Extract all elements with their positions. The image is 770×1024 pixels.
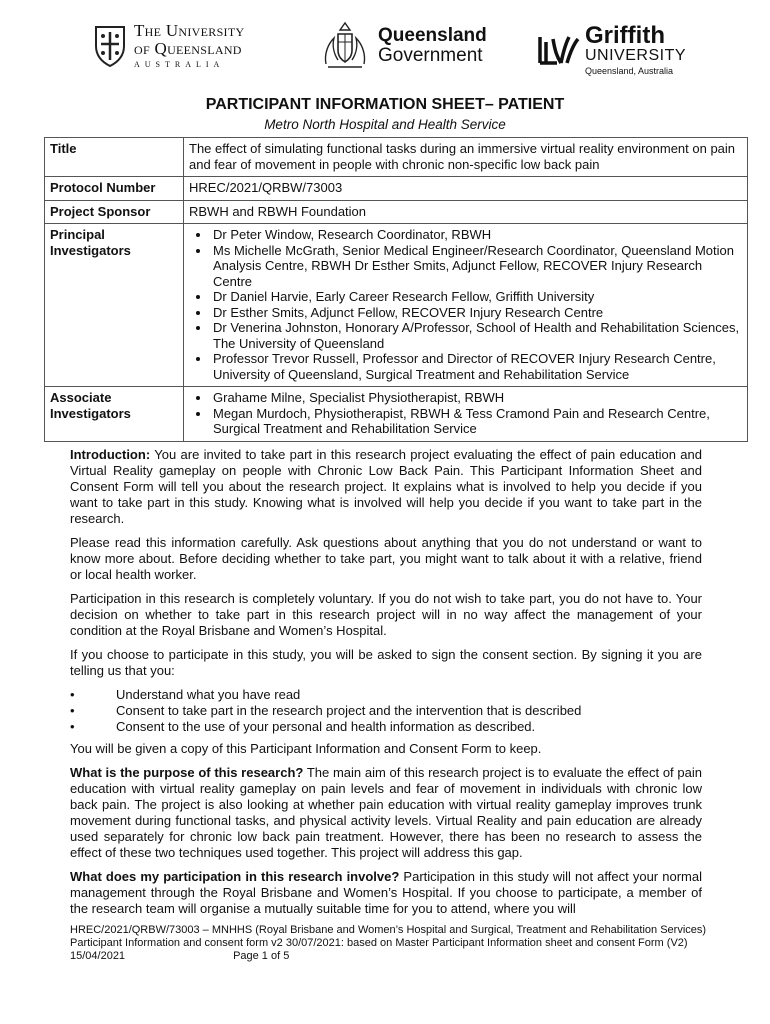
pi-list-cell — [184, 224, 748, 387]
list-item: • Grahame Milne, Specialist Physiotherapist, RBWH — [211, 390, 742, 406]
uq-line3: AUSTRALIA — [134, 59, 225, 69]
uq-line1: The University — [134, 21, 245, 40]
intro-heading: Introduction: — [70, 447, 151, 462]
pi-label-line1: Principal — [50, 227, 105, 242]
griffith-line3: Queensland, Australia — [585, 66, 674, 76]
purpose-paragraph — [70, 765, 702, 861]
paragraph: You will be given a copy of this Participant Information and Consent Form to keep. — [70, 741, 542, 756]
involve-text: Participation in this study will not affect your normal management through the Royal Brisbane and Women’s Hospital. If you choose to participate, a member of the research team will organise a mutually suitable time for you to attend, where you will — [70, 869, 702, 916]
griffith-line1: Griffith — [585, 22, 665, 49]
consent-bullets — [70, 687, 702, 735]
uq-line2: of Queensland — [134, 38, 242, 58]
pi-list — [189, 227, 742, 382]
table-row — [45, 200, 748, 224]
list-item: • Dr Venerina Johnston, Honorary A/Professor, School of Health and Rehabilitation Sciences, The University of Queensland — [211, 320, 742, 351]
protocol-value: HREC/2021/QRBW/73003 — [184, 177, 748, 201]
ai-list-cell — [184, 387, 748, 442]
list-item: • Megan Murdoch, Physiotherapist, RBWH & Tess Cramond Pain and Research Centre, Surgical Treatment and Rehabilitation Service — [211, 406, 742, 437]
involve-paragraph — [70, 869, 702, 917]
involve-heading: What does my participation in this research involve? — [70, 869, 400, 884]
list-item: • Dr Daniel Harvie, Early Career Research Fellow, Griffith University — [211, 289, 742, 305]
list-item: • Dr Esther Smits, Adjunct Fellow, RECOVER Injury Research Centre — [211, 305, 742, 321]
pi-label — [45, 224, 184, 387]
title-value: The effect of simulating functional tasks during an immersive virtual reality environment on pain and fear of movement in people with chronic non-specific low back pain — [184, 138, 748, 177]
sponsor-value: RBWH and RBWH Foundation — [184, 200, 748, 224]
page-number: Page 1 of 5 — [233, 950, 290, 962]
ai-list — [189, 390, 742, 437]
list-item: • Professor Trevor Russell, Professor and Director of RECOVER Injury Research Centre, University of Queensland, Surgical Treatment and Rehabilitation Service — [211, 351, 742, 382]
uq-crest-icon — [92, 24, 128, 68]
list-item: • Consent to the use of your personal and health information as described. — [70, 719, 702, 735]
table-row — [45, 224, 748, 387]
pi-label-line2: Investigators — [50, 242, 131, 258]
page-title: PARTICIPANT INFORMATION SHEET– PATIENT — [205, 96, 565, 113]
page-footer — [70, 924, 710, 963]
logo-bar — [0, 18, 770, 80]
document-body — [70, 447, 702, 925]
intro-text: You are invited to take part in this research project evaluating the effect of pain education and Virtual Reality gameplay on people with Chronic Low Back Pain. This Participant Information Sheet and Consent Form will tell you about the research project. It explains what is involved to help you decide if you want to take part in this study. Knowing what is involved will help you decide if you want to take part in the research. — [70, 447, 702, 526]
griffith-logo — [537, 24, 686, 76]
qg-line2: Government — [378, 45, 483, 66]
qg-line1: Queensland — [378, 25, 487, 47]
purpose-text: The main aim of this research project is to evaluate the effect of pain education with virtual reality gameplay on pain levels and fear of movement in individuals with chronic low back pain. The project is also looking at whether pain education with virtual reality gameplay improves trunk movement during functional tasks, and physical activity levels. Virtual Reality and pain education are already used separately for chronic low back pain treatment. However, there has been no research to assess the effect of these two techniques used together. This project will address this gap. — [70, 765, 702, 860]
paragraph: If you choose to participate in this study, you will be asked to sign the consent section. By signing it you are telling us that you: — [70, 647, 702, 678]
list-item: • Understand what you have read — [70, 687, 702, 703]
ai-label-line2: Investigators — [50, 405, 131, 421]
paragraph: Participation in this research is completely voluntary. If you do not wish to take part, you do not have to. Your decision on whether to take part in this research project will in no way affect the management of your condition at the Royal Brisbane and Women’s Hospital. — [70, 591, 702, 638]
list-item: • Dr Peter Window, Research Coordinator, RBWH — [211, 227, 742, 243]
purpose-heading: What is the purpose of this research? — [70, 765, 304, 780]
study-info-table — [44, 137, 748, 442]
list-item: • Consent to take part in the research project and the intervention that is described — [70, 703, 702, 719]
sponsor-label: Project Sponsor — [45, 200, 184, 224]
ai-label-line1: Associate — [50, 390, 112, 405]
qld-gov-logo — [318, 20, 487, 72]
table-row — [45, 387, 748, 442]
table-row — [45, 177, 748, 201]
table-row — [45, 138, 748, 177]
griffith-line2: UNIVERSITY — [585, 47, 687, 64]
footer-text: HREC/2021/QRBW/73003 – MNHHS (Royal Brisbane and Women’s Hospital and Surgical, Treatment and Rehabilitation Services) Participant Information and consent form v2 30/07/2021: based on Master Participant Information sheet and consent Form (V2) 15/04/2021 — [70, 924, 707, 962]
protocol-label: Protocol Number — [45, 177, 184, 201]
uq-logo — [92, 22, 244, 69]
ai-label — [45, 387, 184, 442]
coat-of-arms-icon — [318, 20, 372, 72]
page-subtitle: Metro North Hospital and Health Service — [264, 117, 506, 132]
list-item: • Ms Michelle McGrath, Senior Medical Engineer/Research Coordinator, Queensland Motion Analysis Centre, RBWH Dr Esther Smits, Adjunct Fellow, RECOVER Injury Research Centre — [211, 243, 742, 290]
intro-paragraph — [70, 447, 702, 527]
griffith-mark-icon — [537, 33, 581, 67]
title-label: Title — [45, 138, 184, 177]
paragraph: Please read this information carefully. Ask questions about anything that you do not understand or want to know more about. Before deciding whether to take part, you might want to talk about it with a relative, friend or local health worker. — [70, 535, 702, 582]
